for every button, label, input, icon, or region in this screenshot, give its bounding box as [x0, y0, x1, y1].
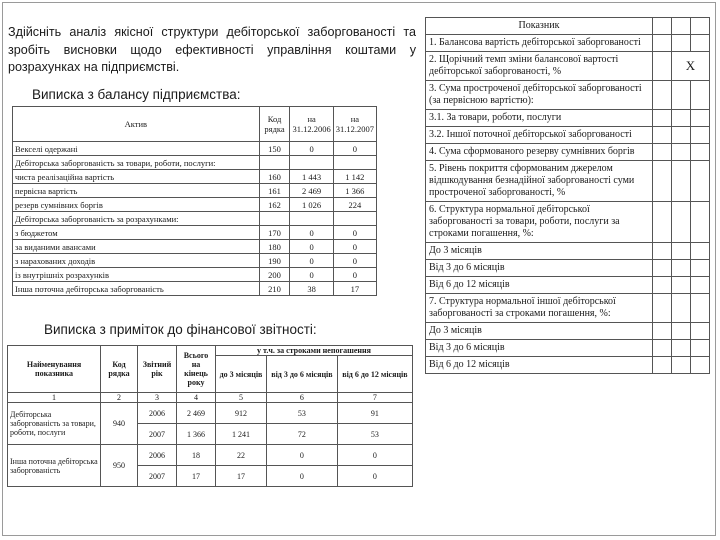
indicator-empty-cell	[653, 357, 672, 374]
balance-cell-label: Інша поточна дебіторська заборгованість	[13, 282, 260, 296]
notes-header-b2: від 3 до 6 місяців	[267, 356, 338, 393]
notes-body	[8, 403, 413, 487]
indicator-empty-cell	[653, 35, 672, 52]
notes-cell-value: 2007	[138, 466, 177, 487]
indicator-empty-cell	[691, 243, 710, 260]
indicator-label: 1. Балансова вартість дебіторської заборгованості	[426, 35, 653, 52]
balance-cell-value: 2 469	[290, 184, 333, 198]
indicator-empty-cell	[653, 260, 672, 277]
indicator-empty-cell	[653, 202, 672, 243]
indicator-row	[426, 52, 710, 81]
balance-cell-label: за виданими авансами	[13, 240, 260, 254]
indicator-empty-cell	[691, 323, 710, 340]
balance-row	[13, 184, 377, 198]
notes-cell-value: 1 241	[216, 424, 267, 445]
balance-row	[13, 170, 377, 184]
balance-cell-value	[333, 212, 376, 226]
balance-cell-value: 210	[259, 282, 290, 296]
notes-cell-value: 72	[267, 424, 338, 445]
indicator-label: 5. Рівень покриття сформованим джерелом відшкодування безнадійної заборгованості суми простроченої заборгованості, %	[426, 161, 653, 202]
notes-cell-code: 950	[101, 445, 138, 487]
notes-header-code: Код рядка	[101, 346, 138, 393]
balance-header-code: Код рядка	[259, 107, 290, 142]
indicator-label: 3. Сума простроченої дебіторської заборгованості (за первісною вартістю):	[426, 81, 653, 110]
balance-table	[12, 106, 377, 296]
balance-cell-value: 0	[290, 240, 333, 254]
indicator-label: 2. Щорічний темп зміни балансової вартості дебіторської заборгованості, %	[426, 52, 653, 81]
notes-header-b1: до 3 місяців	[216, 356, 267, 393]
indicator-empty-cell	[672, 127, 691, 144]
indicator-label: До 3 місяців	[426, 323, 653, 340]
notes-column-number: 4	[177, 393, 216, 403]
balance-cell-value: 1 026	[290, 198, 333, 212]
balance-cell-label: резерв сумнівних боргів	[13, 198, 260, 212]
indicator-empty-cell	[653, 340, 672, 357]
balance-cell-value: 161	[259, 184, 290, 198]
balance-row	[13, 282, 377, 296]
indicator-row	[426, 144, 710, 161]
indicator-label: Від 3 до 6 місяців	[426, 260, 653, 277]
balance-row	[13, 268, 377, 282]
balance-cell-value: 180	[259, 240, 290, 254]
notes-cell-value: 0	[267, 445, 338, 466]
indicator-row	[426, 260, 710, 277]
balance-cell-label: Дебіторська заборгованість за розрахунками:	[13, 212, 260, 226]
notes-cell-code: 940	[101, 403, 138, 445]
notes-cell-value: 1 366	[177, 424, 216, 445]
balance-header-row	[13, 107, 377, 142]
balance-row	[13, 212, 377, 226]
indicator-row	[426, 243, 710, 260]
indicator-row	[426, 357, 710, 374]
indicator-empty-cell	[672, 202, 691, 243]
notes-cell-value: 18	[177, 445, 216, 466]
indicator-row	[426, 110, 710, 127]
indicator-empty-cell	[672, 35, 691, 52]
indicator-label: До 3 місяців	[426, 243, 653, 260]
balance-header-asset: Актив	[13, 107, 260, 142]
indicator-empty-cell	[672, 357, 691, 374]
notes-header-total: Всього на кінець року	[177, 346, 216, 393]
balance-cell-label: первісна вартість	[13, 184, 260, 198]
notes-row	[8, 403, 413, 424]
indicator-empty-cell	[653, 243, 672, 260]
indicators-empty-cell	[691, 18, 710, 35]
indicator-empty-cell	[653, 127, 672, 144]
indicator-empty-cell	[672, 260, 691, 277]
notes-column-number: 2	[101, 393, 138, 403]
indicator-row	[426, 35, 710, 52]
notes-header-b3: від 6 до 12 місяців	[337, 356, 412, 393]
notes-cell-value: 2006	[138, 445, 177, 466]
indicator-empty-cell	[653, 323, 672, 340]
balance-cell-label: із внутрішніх розрахунків	[13, 268, 260, 282]
indicator-empty-cell	[672, 323, 691, 340]
balance-row	[13, 156, 377, 170]
notes-column-number: 5	[216, 393, 267, 403]
indicator-label: Від 6 до 12 місяців	[426, 357, 653, 374]
indicator-empty-cell	[691, 294, 710, 323]
balance-cell-value	[259, 156, 290, 170]
indicator-empty-cell	[672, 340, 691, 357]
indicator-empty-cell	[691, 202, 710, 243]
indicator-label: 7. Структура нормальної іншої дебіторської заборгованості за строками погашення, %:	[426, 294, 653, 323]
indicator-empty-cell	[653, 294, 672, 323]
notes-cell-value: 2 469	[177, 403, 216, 424]
indicators-header: Показник	[426, 18, 653, 35]
notes-table	[7, 345, 413, 487]
indicators-empty-cell	[672, 18, 691, 35]
notes-column-number: 6	[267, 393, 338, 403]
notes-cell-value: 53	[337, 424, 412, 445]
indicator-empty-cell	[691, 161, 710, 202]
indicator-empty-cell	[672, 161, 691, 202]
indicator-empty-cell	[672, 294, 691, 323]
indicator-empty-cell	[691, 357, 710, 374]
indicator-empty-cell	[672, 144, 691, 161]
indicator-row	[426, 161, 710, 202]
balance-cell-label: Дебіторська заборгованість за товари, роботи, послуги:	[13, 156, 260, 170]
balance-cell-value: 224	[333, 198, 376, 212]
balance-cell-value: 0	[333, 254, 376, 268]
indicator-empty-cell	[691, 144, 710, 161]
balance-cell-value: 200	[259, 268, 290, 282]
indicator-empty-cell	[672, 277, 691, 294]
indicators-empty-cell	[653, 18, 672, 35]
indicator-empty-cell	[653, 161, 672, 202]
indicator-empty-cell	[653, 52, 672, 81]
indicator-label: Від 3 до 6 місяців	[426, 340, 653, 357]
balance-row	[13, 254, 377, 268]
balance-cell-value: 1 443	[290, 170, 333, 184]
notes-caption: Виписка з приміток до фінансової звітності:	[44, 322, 317, 337]
notes-header-name: Найменування показника	[8, 346, 101, 393]
balance-cell-value: 0	[333, 226, 376, 240]
indicator-label: 3.2. Іншої поточної дебіторської заборгованості	[426, 127, 653, 144]
balance-cell-value: 0	[290, 268, 333, 282]
indicator-row	[426, 323, 710, 340]
indicator-empty-cell	[653, 277, 672, 294]
notes-cell-name: Інша поточна дебіторська заборгованість	[8, 445, 101, 487]
balance-row	[13, 142, 377, 156]
indicators-header-row	[426, 18, 710, 35]
balance-cell-value: 0	[290, 254, 333, 268]
balance-cell-value: 0	[333, 268, 376, 282]
indicator-row	[426, 81, 710, 110]
balance-cell-value: 1 366	[333, 184, 376, 198]
notes-cell-value: 17	[177, 466, 216, 487]
notes-cell-value: 17	[216, 466, 267, 487]
balance-header-2007: на 31.12.2007	[333, 107, 376, 142]
balance-cell-value	[333, 156, 376, 170]
notes-column-number: 3	[138, 393, 177, 403]
notes-column-number: 7	[337, 393, 412, 403]
balance-cell-value	[290, 212, 333, 226]
balance-cell-value: 0	[290, 142, 333, 156]
indicator-row	[426, 277, 710, 294]
indicator-empty-cell	[672, 81, 691, 110]
balance-cell-label: з бюджетом	[13, 226, 260, 240]
notes-header-year: Звітний рік	[138, 346, 177, 393]
notes-cell-value: 0	[267, 466, 338, 487]
balance-cell-value	[290, 156, 333, 170]
indicator-empty-cell	[672, 110, 691, 127]
notes-cell-name: Дебіторська заборгованість за товари, роботи, послуги	[8, 403, 101, 445]
indicator-x-mark: Х	[672, 52, 710, 81]
notes-cell-value: 912	[216, 403, 267, 424]
indicator-empty-cell	[691, 35, 710, 52]
indicators-body	[426, 18, 710, 374]
balance-row	[13, 226, 377, 240]
balance-cell-label: з нарахованих доходів	[13, 254, 260, 268]
indicator-empty-cell	[653, 81, 672, 110]
notes-row	[8, 445, 413, 466]
indicator-empty-cell	[691, 127, 710, 144]
balance-cell-value: 17	[333, 282, 376, 296]
indicator-label: 4. Сума сформованого резерву сумнівних боргів	[426, 144, 653, 161]
notes-cell-value: 91	[337, 403, 412, 424]
notes-column-numbers	[8, 393, 413, 403]
indicator-empty-cell	[653, 110, 672, 127]
balance-cell-value: 0	[333, 142, 376, 156]
balance-cell-value: 150	[259, 142, 290, 156]
indicator-empty-cell	[691, 260, 710, 277]
indicator-label: 3.1. За товари, роботи, послуги	[426, 110, 653, 127]
notes-cell-value: 2006	[138, 403, 177, 424]
notes-cell-value: 2007	[138, 424, 177, 445]
notes-cell-value: 0	[337, 466, 412, 487]
balance-cell-label: чиста реалізаційна вартість	[13, 170, 260, 184]
balance-header-2006: на 31.12.2006	[290, 107, 333, 142]
balance-cell-value: 38	[290, 282, 333, 296]
balance-body	[13, 142, 377, 296]
notes-cell-value: 53	[267, 403, 338, 424]
balance-cell-value: 1 142	[333, 170, 376, 184]
balance-cell-value: 0	[290, 226, 333, 240]
notes-column-number: 1	[8, 393, 101, 403]
indicator-empty-cell	[691, 81, 710, 110]
balance-cell-value: 190	[259, 254, 290, 268]
notes-cell-value: 0	[337, 445, 412, 466]
indicator-row	[426, 127, 710, 144]
indicator-empty-cell	[691, 340, 710, 357]
balance-cell-value: 170	[259, 226, 290, 240]
indicator-empty-cell	[672, 243, 691, 260]
indicator-empty-cell	[691, 277, 710, 294]
balance-cell-value: 0	[333, 240, 376, 254]
balance-row	[13, 198, 377, 212]
balance-cell-value: 160	[259, 170, 290, 184]
indicator-label: Від 6 до 12 місяців	[426, 277, 653, 294]
balance-row	[13, 240, 377, 254]
indicator-row	[426, 202, 710, 243]
notes-header-row-1	[8, 346, 413, 356]
notes-cell-value: 22	[216, 445, 267, 466]
indicator-row	[426, 294, 710, 323]
indicator-label: 6. Структура нормальної дебіторської заборгованості за товари, роботи, послуги за строками погашення, %:	[426, 202, 653, 243]
indicators-table	[425, 17, 710, 374]
balance-caption: Виписка з балансу підприємства:	[32, 87, 241, 102]
indicator-row	[426, 340, 710, 357]
task-text: Здійсніть аналіз якісної структури дебіторської заборгованості та зробіть висновки щодо ефективності управління коштами у розрахунках на підприємстві.	[8, 25, 416, 74]
balance-cell-value: 162	[259, 198, 290, 212]
balance-cell-value	[259, 212, 290, 226]
indicator-empty-cell	[653, 144, 672, 161]
indicator-empty-cell	[691, 110, 710, 127]
notes-header-group: у т.ч. за строками непогашення	[216, 346, 413, 356]
balance-cell-label: Векселі одержані	[13, 142, 260, 156]
